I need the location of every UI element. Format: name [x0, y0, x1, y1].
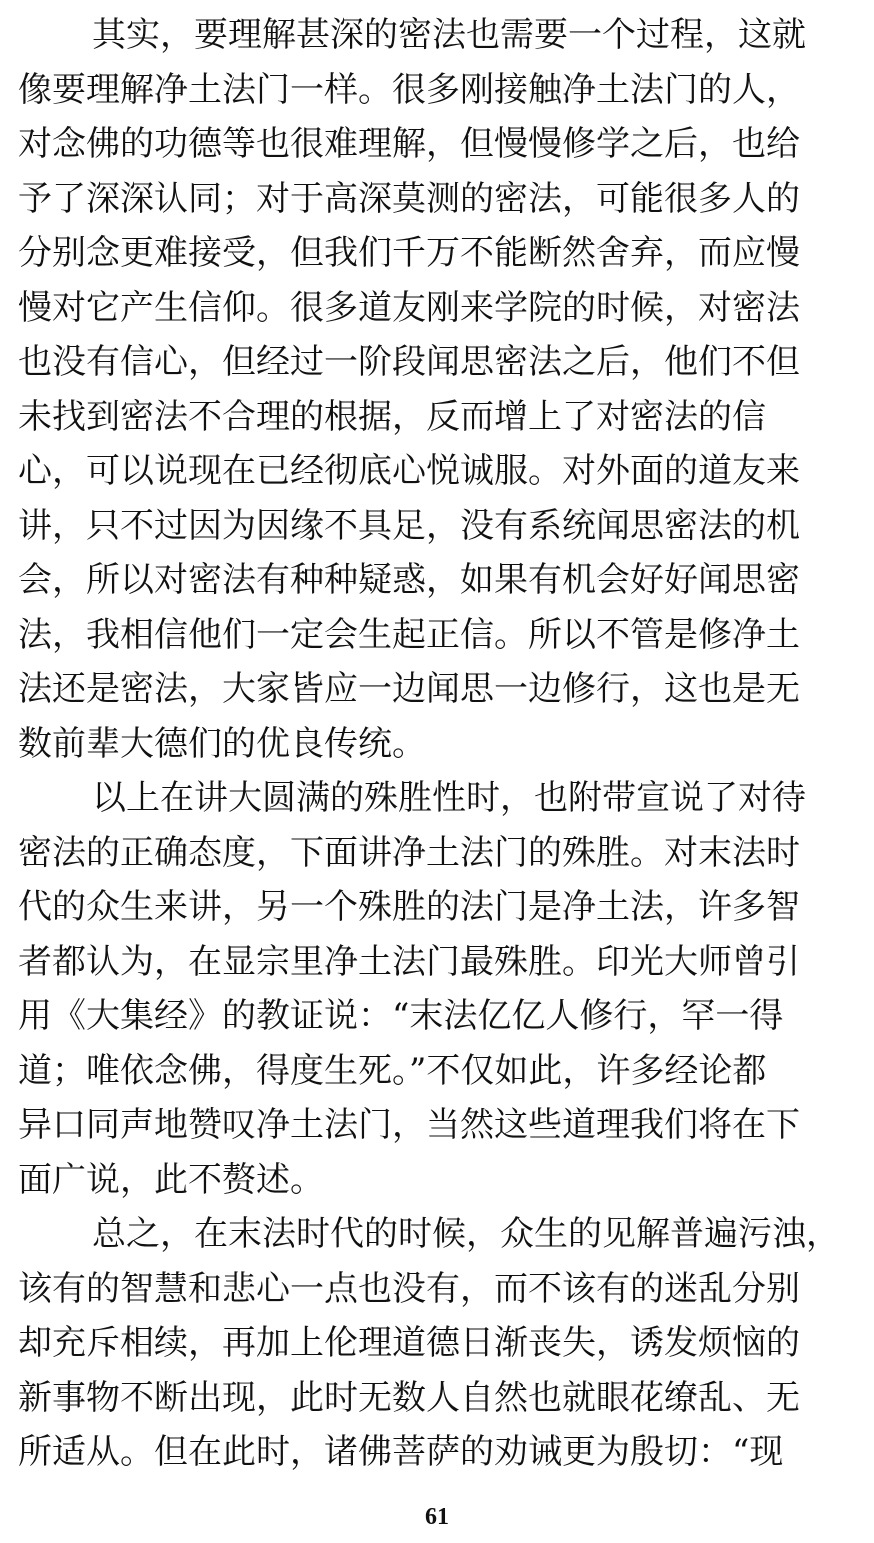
text-line: 新事物不断出现，此时无数人自然也就眼花缭乱、无	[18, 1377, 800, 1418]
text-line: 所适从。但在此时，诸佛菩萨的劝诫更为殷切：“现	[18, 1432, 784, 1472]
text-line: 道；唯依念佛，得度生死。”不仅如此，许多经论都	[18, 1050, 767, 1091]
text-line: 未找到密法不合理的根据，反而增上了对密法的信	[18, 396, 766, 437]
body-text	[18, 8, 858, 1480]
text-line: 密法的正确态度，下面讲净土法门的殊胜。对末法时	[18, 832, 800, 873]
text-line: 对念佛的功德等也很难理解，但慢慢修学之后，也给	[18, 124, 800, 164]
text-line: 法，我相信他们一定会生起正信。所以不管是修净土	[18, 614, 800, 655]
text-line: 以上在讲大圆满的殊胜性时，也附带宣说了对待	[92, 778, 806, 818]
text-line: 讲，只不过因为因缘不具足，没有系统闻思密法的机	[18, 505, 800, 546]
text-line: 其实，要理解甚深的密法也需要一个过程，这就	[92, 15, 806, 55]
text-line: 代的众生来讲，另一个殊胜的法门是净土法，许多智	[18, 887, 800, 927]
text-line: 分别念更难接受，但我们千万不能断然舍弃，而应慢	[18, 233, 800, 273]
text-line: 像要理解净土法门一样。很多刚接触净土法门的人，	[18, 69, 800, 110]
page-number: 61	[425, 1504, 449, 1530]
text-line: 面广说，此不赘述。	[18, 1159, 324, 1200]
text-line: 者都认为，在显宗里净土法门最殊胜。印光大师曾引	[18, 941, 800, 982]
text-line: 总之，在末法时代的时候，众生的见解普遍污浊，	[92, 1214, 840, 1254]
text-line: 用《大集经》的教证说：“末法亿亿人修行，罕一得	[18, 996, 784, 1036]
text-line: 该有的智慧和悲心一点也没有，而不该有的迷乱分别	[18, 1268, 800, 1309]
text-line: 慢对它产生信仰。很多道友刚来学院的时候，对密法	[18, 287, 800, 328]
text-line: 异口同声地赞叹净土法门，当然这些道理我们将在下	[18, 1105, 800, 1145]
text-line: 心，可以说现在已经彻底心悦诚服。对外面的道友来	[18, 451, 800, 491]
text-line: 法还是密法，大家皆应一边闻思一边修行，这也是无	[18, 669, 800, 709]
text-line: 也没有信心，但经过一阶段闻思密法之后，他们不但	[18, 342, 800, 382]
text-line: 却充斥相续，再加上伦理道德日渐丧失，诱发烦恼的	[18, 1323, 800, 1363]
text-line: 予了深深认同；对于高深莫测的密法，可能很多人的	[18, 178, 800, 219]
text-line: 会，所以对密法有种种疑惑，如果有机会好好闻思密	[18, 560, 800, 600]
text-line: 数前辈大德们的优良传统。	[18, 723, 426, 764]
